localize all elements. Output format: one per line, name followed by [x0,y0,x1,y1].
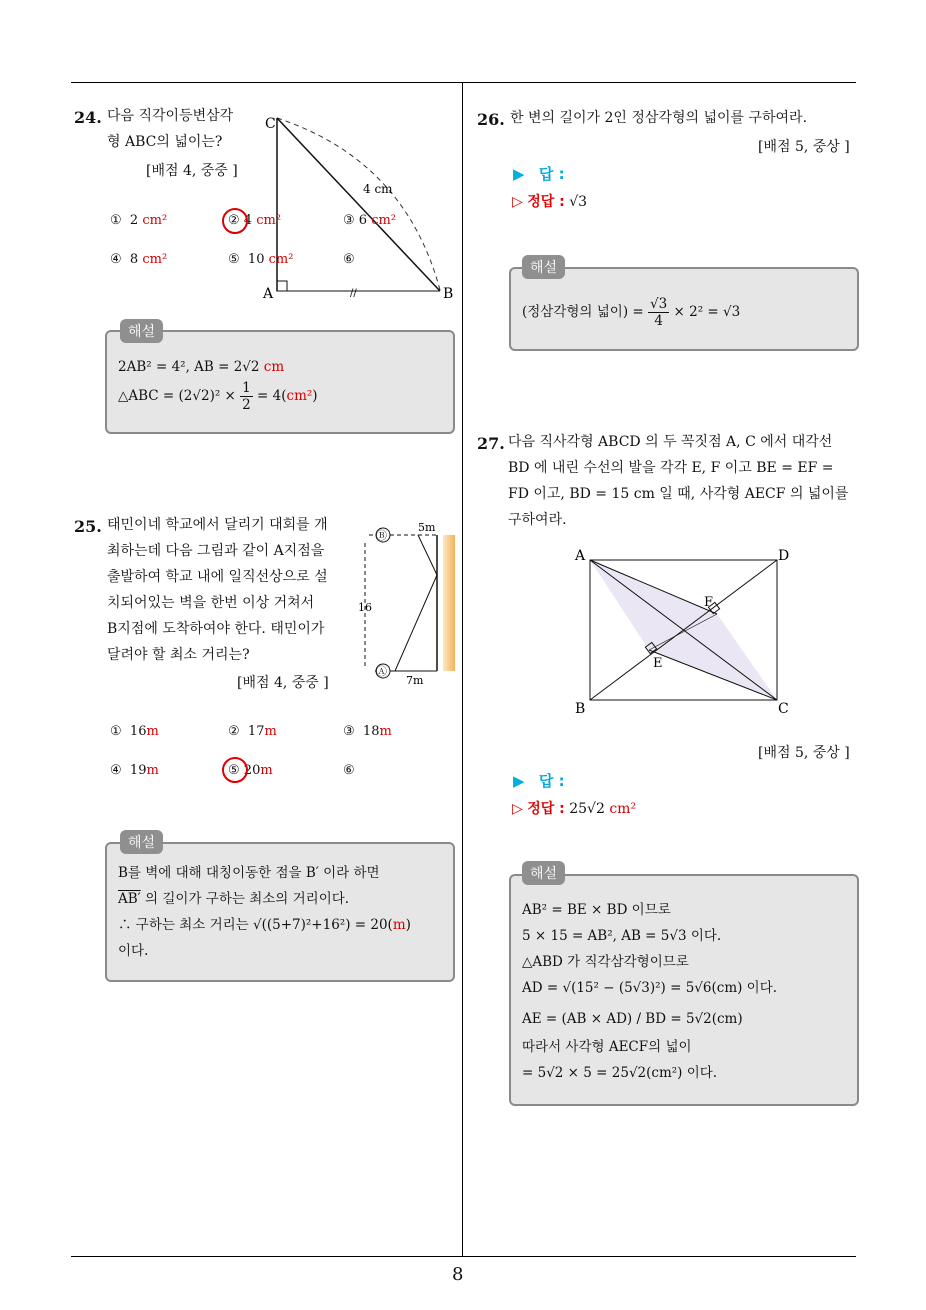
q25-label-left: 16 [358,601,372,614]
q26-grade: [배점 5, 중상 ] [758,139,850,155]
q27-solution-line1: AB² = BE × BD 이므로 [522,902,671,918]
q24-solution-line1: 2AB² = 4², AB = 2√2 cm [118,359,285,375]
q27-solution-line7: = 5√2 × 5 = 25√2(cm²) 이다. [522,1065,718,1081]
q27-label-e: E [653,656,663,671]
q25-answer-circle [222,757,248,783]
q25-number: 25. [74,517,102,536]
q24-grade: [배점 4, 중중 ] [146,163,238,179]
q26-solution-tag: 해설 [522,255,565,279]
q27-solution-line3: △ABD 가 직각삼각형이므로 [522,954,689,970]
outline-play-icon: ▷ [512,801,523,817]
q27-solution-line6: 따라서 사각형 AECF의 넓이 [522,1039,692,1055]
q27-correct-row: ▷ 정답 : 25√2 cm² [512,801,637,817]
q25-option-6[interactable]: ⑥ [343,763,355,778]
q25-solution-line4: 이다. [118,943,149,959]
q25-text-line1: 태민이네 학교에서 달리기 대회를 개 [107,517,328,533]
q26-text: 한 변의 길이가 2인 정삼각형의 넓이를 구하여라. [510,110,808,126]
q25-option-1[interactable]: ① 16m [110,724,159,739]
q24-label-side: 4 cm [363,182,393,196]
q25-option-2[interactable]: ② 17m [228,724,277,739]
q24-solution-line2: △ABC = (2√2)² × $\frac{1}{2}$ = 4(cm²) [118,380,318,413]
q25-grade: [배점 4, 중중 ] [237,675,329,691]
q27-text-line2: BD 에 내린 수선의 발을 각각 E, F 이고 BE = EF = [508,460,834,476]
q25-text-line6: 달려야 할 최소 거리는? [107,647,250,663]
page-number: 8 [452,1264,464,1285]
q26-number: 26. [477,110,505,129]
q27-label-a: A [575,548,586,564]
q24-number: 24. [74,108,102,127]
q24-label-a: A [263,286,274,302]
q25-option-5[interactable]: ⑤ 20m [228,763,273,778]
q27-label-d: D [778,548,790,564]
q25-solution-tag: 해설 [120,830,163,854]
q25-solution-line3: ∴ 구하는 최소 거리는 √((5+7)²+16²) = 20(m) [118,917,411,933]
q26-answer-row: ▶ 답 : [513,165,565,183]
q27-answer-row: ▶ 답 : [513,772,565,790]
outline-play-icon: ▷ [512,194,523,210]
q25-solution-line1: B를 벽에 대해 대칭이동한 점을 B′ 이라 하면 [118,865,380,881]
q27-rectangle-figure [570,540,800,720]
q24-option-5[interactable]: ⑤ 10 cm² [228,252,294,267]
q27-solution-line5: AE = (AB × AD) / BD = 5√2(cm) [522,1011,743,1027]
q27-number: 27. [477,434,505,453]
q24-tick-mark: // [350,288,357,299]
q24-option-1[interactable]: ① 2 cm² [110,213,168,228]
q25-label-top: 5m [418,521,436,534]
q25-text-line2: 최하는데 다음 그림과 같이 A지점을 [107,543,325,559]
q27-text-line4: 구하여라. [508,512,567,528]
q27-text-line1: 다음 직사각형 ABCD 의 두 꼭짓점 A, C 에서 대각선 [508,434,833,450]
q24-option-3[interactable]: ③ 6 cm² [343,213,397,228]
q27-label-b: B [575,701,586,717]
q27-text-line3: FD 이고, BD = 15 cm 일 때, 사각형 AECF 의 넓이를 [508,486,849,502]
q24-solution-tag: 해설 [120,319,163,343]
q27-label-f: F [704,595,714,610]
q27-solution-line2: 5 × 15 = AB², AB = 5√3 이다. [522,928,722,944]
q24-text-line1: 다음 직각이등변삼각 [107,108,234,124]
play-icon: ▶ [513,772,525,790]
q24-label-c: C [265,116,276,132]
q24-option-4[interactable]: ④ 8 cm² [110,252,168,267]
q25-label-bottom: 7m [406,674,424,687]
header-rule [71,82,856,83]
column-divider [462,82,463,1257]
q24-triangle-figure [255,110,460,305]
q24-answer-circle [222,208,248,234]
q24-label-b: B [443,286,454,302]
q25-option-3[interactable]: ③ 18m [343,724,392,739]
play-icon: ▶ [513,165,525,183]
q26-correct-row: ▷ 정답 : √3 [512,194,588,210]
q25-label-b: Ⓑ [376,529,387,542]
q25-text-line5: B지점에 도착하여야 한다. 태민이가 [107,621,325,637]
q27-solution-line4: AD = √(15² − (5√3)²) = 5√6(cm) 이다. [522,980,778,996]
q27-label-c: C [778,701,789,717]
q27-grade: [배점 5, 중상 ] [758,745,850,761]
q24-option-2[interactable]: ② 4 cm² [228,213,282,228]
q24-option-6[interactable]: ⑥ [343,252,355,267]
q24-text-line2: 형 ABC의 넓이는? [107,134,223,150]
q25-option-4[interactable]: ④ 19m [110,763,159,778]
q25-label-a: Ⓐ [376,665,387,678]
footer-rule [71,1256,856,1257]
q27-solution-tag: 해설 [522,861,565,885]
q25-solution-line2: AB′ 의 길이가 구하는 최소의 거리이다. [118,891,350,907]
q25-text-line3: 출발하여 학교 내에 일직선상으로 설 [107,569,328,585]
q25-wall-figure [355,518,460,688]
q26-solution-line: (정삼각형의 넓이) = $\frac{√3}{4}$ × 2² = √3 [522,296,741,329]
q25-text-line4: 치되어있는 벽을 한번 이상 거쳐서 [107,595,315,611]
